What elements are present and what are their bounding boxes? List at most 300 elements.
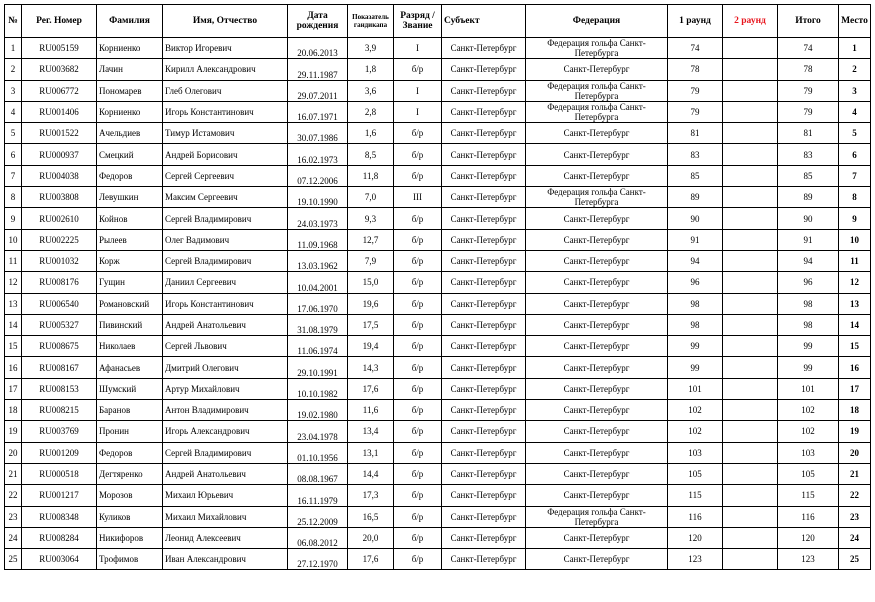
- rank: б/р: [394, 336, 442, 357]
- round1-score: 98: [668, 314, 723, 335]
- subject: Санкт-Петербург: [442, 293, 526, 314]
- date-of-birth: 20.06.2013: [288, 38, 348, 59]
- round1-score: 105: [668, 463, 723, 484]
- rank: б/р: [394, 250, 442, 271]
- first-patronymic: Кирилл Александрович: [163, 59, 288, 80]
- round2-score: [723, 144, 778, 165]
- handicap: 17,5: [348, 314, 394, 335]
- table-row: [5, 314, 871, 335]
- first-patronymic: Игорь Константинович: [163, 293, 288, 314]
- place: 21: [839, 463, 871, 484]
- rank: б/р: [394, 272, 442, 293]
- row-number: 20: [5, 442, 22, 463]
- first-patronymic: Игорь Александрович: [163, 421, 288, 442]
- table-row: [5, 229, 871, 250]
- place: 9: [839, 208, 871, 229]
- total-score: 79: [778, 80, 839, 101]
- round2-score: [723, 101, 778, 122]
- total-score: 102: [778, 421, 839, 442]
- subject: Санкт-Петербург: [442, 378, 526, 399]
- date-of-birth: 11.09.1968: [288, 229, 348, 250]
- table-row: [5, 506, 871, 527]
- row-number: 4: [5, 101, 22, 122]
- date-of-birth: 17.06.1970: [288, 293, 348, 314]
- total-score: 102: [778, 400, 839, 421]
- place: 6: [839, 144, 871, 165]
- federation: Санкт-Петербург: [526, 250, 668, 271]
- rank: III: [394, 187, 442, 208]
- round2-score: [723, 293, 778, 314]
- total-score: 81: [778, 123, 839, 144]
- surname: Романовский: [97, 293, 163, 314]
- rank: б/р: [394, 59, 442, 80]
- table-row: [5, 272, 871, 293]
- reg-number: RU005159: [22, 38, 97, 59]
- first-patronymic: Артур Михайлович: [163, 378, 288, 399]
- round2-score: [723, 357, 778, 378]
- table-row: [5, 378, 871, 399]
- row-number: 21: [5, 463, 22, 484]
- first-patronymic: Сергей Сергеевич: [163, 165, 288, 186]
- surname: Николаев: [97, 336, 163, 357]
- federation: Санкт-Петербург: [526, 59, 668, 80]
- reg-number: RU008153: [22, 378, 97, 399]
- surname: Рылеев: [97, 229, 163, 250]
- total-score: 101: [778, 378, 839, 399]
- round1-score: 102: [668, 421, 723, 442]
- row-number: 22: [5, 485, 22, 506]
- round1-score: 123: [668, 549, 723, 570]
- place: 19: [839, 421, 871, 442]
- col-round2-header: 2 раунд: [723, 5, 778, 38]
- subject: Санкт-Петербург: [442, 527, 526, 548]
- table-row: [5, 101, 871, 122]
- federation: Федерация гольфа Санкт-Петербурга: [526, 38, 668, 59]
- round2-score: [723, 165, 778, 186]
- total-score: 115: [778, 485, 839, 506]
- surname: Пономарев: [97, 80, 163, 101]
- round1-score: 74: [668, 38, 723, 59]
- first-patronymic: Игорь Константинович: [163, 101, 288, 122]
- date-of-birth: 29.11.1987: [288, 59, 348, 80]
- row-number: 17: [5, 378, 22, 399]
- round2-score: [723, 400, 778, 421]
- round1-score: 89: [668, 187, 723, 208]
- row-number: 24: [5, 527, 22, 548]
- surname: Корж: [97, 250, 163, 271]
- rank: б/р: [394, 293, 442, 314]
- place: 25: [839, 549, 871, 570]
- round2-score: [723, 506, 778, 527]
- first-patronymic: Сергей Владимирович: [163, 442, 288, 463]
- subject: Санкт-Петербург: [442, 59, 526, 80]
- round2-score: [723, 463, 778, 484]
- first-patronymic: Сергей Владимирович: [163, 250, 288, 271]
- rank: I: [394, 101, 442, 122]
- place: 5: [839, 123, 871, 144]
- handicap: 3,9: [348, 38, 394, 59]
- surname: Шумский: [97, 378, 163, 399]
- rank: б/р: [394, 123, 442, 144]
- round2-score: [723, 442, 778, 463]
- round1-score: 79: [668, 101, 723, 122]
- reg-number: RU003682: [22, 59, 97, 80]
- rank: I: [394, 38, 442, 59]
- date-of-birth: 31.08.1979: [288, 314, 348, 335]
- handicap: 19,6: [348, 293, 394, 314]
- round2-score: [723, 421, 778, 442]
- surname: Лачин: [97, 59, 163, 80]
- federation: Санкт-Петербург: [526, 549, 668, 570]
- surname: Куликов: [97, 506, 163, 527]
- table-row: [5, 421, 871, 442]
- rank: I: [394, 80, 442, 101]
- first-patronymic: Андрей Борисович: [163, 144, 288, 165]
- date-of-birth: 23.04.1978: [288, 421, 348, 442]
- surname: Трофимов: [97, 549, 163, 570]
- subject: Санкт-Петербург: [442, 123, 526, 144]
- round1-score: 99: [668, 336, 723, 357]
- col-place-header: Место: [839, 5, 871, 38]
- subject: Санкт-Петербург: [442, 506, 526, 527]
- table-row: [5, 400, 871, 421]
- place: 22: [839, 485, 871, 506]
- handicap: 3,6: [348, 80, 394, 101]
- table-row: [5, 485, 871, 506]
- date-of-birth: 06.08.2012: [288, 527, 348, 548]
- subject: Санкт-Петербург: [442, 357, 526, 378]
- subject: Санкт-Петербург: [442, 144, 526, 165]
- total-score: 85: [778, 165, 839, 186]
- first-patronymic: Тимур Истамович: [163, 123, 288, 144]
- date-of-birth: 24.03.1973: [288, 208, 348, 229]
- rank: б/р: [394, 144, 442, 165]
- subject: Санкт-Петербург: [442, 336, 526, 357]
- row-number: 6: [5, 144, 22, 165]
- table-row: [5, 80, 871, 101]
- subject: Санкт-Петербург: [442, 463, 526, 484]
- reg-number: RU006540: [22, 293, 97, 314]
- row-number: 15: [5, 336, 22, 357]
- total-score: 120: [778, 527, 839, 548]
- subject: Санкт-Петербург: [442, 485, 526, 506]
- handicap: 14,4: [348, 463, 394, 484]
- surname: Никифоров: [97, 527, 163, 548]
- results-table: [4, 4, 871, 570]
- subject: Санкт-Петербург: [442, 442, 526, 463]
- total-score: 103: [778, 442, 839, 463]
- rank: б/р: [394, 442, 442, 463]
- first-patronymic: Глеб Олегович: [163, 80, 288, 101]
- total-score: 89: [778, 187, 839, 208]
- rank: б/р: [394, 485, 442, 506]
- round1-score: 90: [668, 208, 723, 229]
- round1-score: 120: [668, 527, 723, 548]
- round1-score: 103: [668, 442, 723, 463]
- handicap: 9,3: [348, 208, 394, 229]
- table-row: [5, 463, 871, 484]
- federation: Федерация гольфа Санкт-Петербурга: [526, 506, 668, 527]
- subject: Санкт-Петербург: [442, 165, 526, 186]
- reg-number: RU003769: [22, 421, 97, 442]
- surname: Федоров: [97, 442, 163, 463]
- handicap: 11,6: [348, 400, 394, 421]
- table-row: [5, 187, 871, 208]
- round2-score: [723, 272, 778, 293]
- row-number: 11: [5, 250, 22, 271]
- surname: Афанасьев: [97, 357, 163, 378]
- row-number: 7: [5, 165, 22, 186]
- federation: Санкт-Петербург: [526, 442, 668, 463]
- reg-number: RU001406: [22, 101, 97, 122]
- first-patronymic: Андрей Анатольевич: [163, 314, 288, 335]
- handicap: 17,3: [348, 485, 394, 506]
- date-of-birth: 11.06.1974: [288, 336, 348, 357]
- subject: Санкт-Петербург: [442, 421, 526, 442]
- round1-score: 115: [668, 485, 723, 506]
- row-number: 10: [5, 229, 22, 250]
- rank: б/р: [394, 421, 442, 442]
- first-patronymic: Даниил Сергеевич: [163, 272, 288, 293]
- place: 20: [839, 442, 871, 463]
- subject: Санкт-Петербург: [442, 208, 526, 229]
- handicap: 7,0: [348, 187, 394, 208]
- federation: Санкт-Петербург: [526, 485, 668, 506]
- round2-score: [723, 59, 778, 80]
- reg-number: RU000937: [22, 144, 97, 165]
- round1-score: 91: [668, 229, 723, 250]
- round2-score: [723, 549, 778, 570]
- round1-score: 81: [668, 123, 723, 144]
- date-of-birth: 01.10.1956: [288, 442, 348, 463]
- round2-score: [723, 314, 778, 335]
- col-dob-header: Дата рождения: [288, 5, 348, 38]
- row-number: 13: [5, 293, 22, 314]
- date-of-birth: 13.03.1962: [288, 250, 348, 271]
- total-score: 105: [778, 463, 839, 484]
- round2-score: [723, 250, 778, 271]
- total-score: 116: [778, 506, 839, 527]
- federation: Федерация гольфа Санкт-Петербурга: [526, 101, 668, 122]
- row-number: 9: [5, 208, 22, 229]
- first-patronymic: Сергей Владимирович: [163, 208, 288, 229]
- place: 8: [839, 187, 871, 208]
- table-row: [5, 357, 871, 378]
- round2-score: [723, 123, 778, 144]
- federation: Санкт-Петербург: [526, 421, 668, 442]
- table-row: [5, 208, 871, 229]
- first-patronymic: Михаил Михайлович: [163, 506, 288, 527]
- rank: б/р: [394, 378, 442, 399]
- surname: Ачельдиев: [97, 123, 163, 144]
- date-of-birth: 25.12.2009: [288, 506, 348, 527]
- handicap: 7,9: [348, 250, 394, 271]
- round2-score: [723, 336, 778, 357]
- subject: Санкт-Петербург: [442, 101, 526, 122]
- place: 16: [839, 357, 871, 378]
- surname: Дегтяренко: [97, 463, 163, 484]
- row-number: 19: [5, 421, 22, 442]
- date-of-birth: 10.04.2001: [288, 272, 348, 293]
- round2-score: [723, 527, 778, 548]
- subject: Санкт-Петербург: [442, 38, 526, 59]
- subject: Санкт-Петербург: [442, 549, 526, 570]
- federation: Федерация гольфа Санкт-Петербурга: [526, 187, 668, 208]
- subject: Санкт-Петербург: [442, 80, 526, 101]
- surname: Баранов: [97, 400, 163, 421]
- reg-number: RU000518: [22, 463, 97, 484]
- first-patronymic: Михаил Юрьевич: [163, 485, 288, 506]
- total-score: 91: [778, 229, 839, 250]
- header-row: [5, 5, 871, 38]
- reg-number: RU008176: [22, 272, 97, 293]
- date-of-birth: 07.12.2006: [288, 165, 348, 186]
- surname: Корниенко: [97, 101, 163, 122]
- place: 23: [839, 506, 871, 527]
- table-row: [5, 336, 871, 357]
- date-of-birth: 19.10.1990: [288, 187, 348, 208]
- first-patronymic: Андрей Анатольевич: [163, 463, 288, 484]
- place: 2: [839, 59, 871, 80]
- rank: б/р: [394, 463, 442, 484]
- reg-number: RU008348: [22, 506, 97, 527]
- reg-number: RU003808: [22, 187, 97, 208]
- table-row: [5, 38, 871, 59]
- handicap: 8,5: [348, 144, 394, 165]
- rank: б/р: [394, 400, 442, 421]
- subject: Санкт-Петербург: [442, 272, 526, 293]
- handicap: 20,0: [348, 527, 394, 548]
- handicap: 13,1: [348, 442, 394, 463]
- row-number: 8: [5, 187, 22, 208]
- handicap: 1,8: [348, 59, 394, 80]
- subject: Санкт-Петербург: [442, 250, 526, 271]
- handicap: 1,6: [348, 123, 394, 144]
- round1-score: 98: [668, 293, 723, 314]
- total-score: 78: [778, 59, 839, 80]
- reg-number: RU003064: [22, 549, 97, 570]
- place: 14: [839, 314, 871, 335]
- place: 11: [839, 250, 871, 271]
- total-score: 96: [778, 272, 839, 293]
- table-row: [5, 250, 871, 271]
- reg-number: RU004038: [22, 165, 97, 186]
- subject: Санкт-Петербург: [442, 314, 526, 335]
- place: 4: [839, 101, 871, 122]
- federation: Санкт-Петербург: [526, 123, 668, 144]
- total-score: 90: [778, 208, 839, 229]
- round2-score: [723, 38, 778, 59]
- rank: б/р: [394, 506, 442, 527]
- rank: б/р: [394, 357, 442, 378]
- total-score: 79: [778, 101, 839, 122]
- place: 1: [839, 38, 871, 59]
- col-name-header: Имя, Отчество: [163, 5, 288, 38]
- place: 17: [839, 378, 871, 399]
- place: 15: [839, 336, 871, 357]
- total-score: 99: [778, 336, 839, 357]
- total-score: 94: [778, 250, 839, 271]
- row-number: 25: [5, 549, 22, 570]
- place: 3: [839, 80, 871, 101]
- round1-score: 116: [668, 506, 723, 527]
- rank: б/р: [394, 208, 442, 229]
- surname: Федоров: [97, 165, 163, 186]
- handicap: 11,8: [348, 165, 394, 186]
- row-number: 1: [5, 38, 22, 59]
- date-of-birth: 29.07.2011: [288, 80, 348, 101]
- round1-score: 85: [668, 165, 723, 186]
- reg-number: RU005327: [22, 314, 97, 335]
- table-row: [5, 123, 871, 144]
- col-subject-header: Субъект: [442, 5, 526, 38]
- total-score: 98: [778, 293, 839, 314]
- round1-score: 102: [668, 400, 723, 421]
- round2-score: [723, 378, 778, 399]
- reg-number: RU002610: [22, 208, 97, 229]
- row-number: 23: [5, 506, 22, 527]
- place: 12: [839, 272, 871, 293]
- handicap: 14,3: [348, 357, 394, 378]
- reg-number: RU002225: [22, 229, 97, 250]
- federation: Санкт-Петербург: [526, 357, 668, 378]
- surname: Корниенко: [97, 38, 163, 59]
- table-row: [5, 165, 871, 186]
- date-of-birth: 08.08.1967: [288, 463, 348, 484]
- col-rank-header: Разряд / Звание: [394, 5, 442, 38]
- round1-score: 78: [668, 59, 723, 80]
- place: 10: [839, 229, 871, 250]
- handicap: 12,7: [348, 229, 394, 250]
- federation: Санкт-Петербург: [526, 144, 668, 165]
- col-surname-header: Фамилия: [97, 5, 163, 38]
- rank: б/р: [394, 527, 442, 548]
- round2-score: [723, 187, 778, 208]
- date-of-birth: 19.02.1980: [288, 400, 348, 421]
- first-patronymic: Антон Владимирович: [163, 400, 288, 421]
- first-patronymic: Олег Вадимович: [163, 229, 288, 250]
- table-row: [5, 293, 871, 314]
- col-total-header: Итого: [778, 5, 839, 38]
- date-of-birth: 16.11.1979: [288, 485, 348, 506]
- round1-score: 99: [668, 357, 723, 378]
- round1-score: 94: [668, 250, 723, 271]
- total-score: 74: [778, 38, 839, 59]
- handicap: 17,6: [348, 549, 394, 570]
- place: 13: [839, 293, 871, 314]
- reg-number: RU001217: [22, 485, 97, 506]
- round1-score: 101: [668, 378, 723, 399]
- federation: Санкт-Петербург: [526, 463, 668, 484]
- subject: Санкт-Петербург: [442, 229, 526, 250]
- total-score: 98: [778, 314, 839, 335]
- federation: Санкт-Петербург: [526, 400, 668, 421]
- surname: Морозов: [97, 485, 163, 506]
- place: 7: [839, 165, 871, 186]
- col-round1-header: 1 раунд: [668, 5, 723, 38]
- total-score: 123: [778, 549, 839, 570]
- federation: Санкт-Петербург: [526, 165, 668, 186]
- handicap: 15,0: [348, 272, 394, 293]
- federation: Федерация гольфа Санкт-Петербурга: [526, 80, 668, 101]
- col-num-header: №: [5, 5, 22, 38]
- round2-score: [723, 229, 778, 250]
- table-row: [5, 59, 871, 80]
- handicap: 19,4: [348, 336, 394, 357]
- handicap: 13,4: [348, 421, 394, 442]
- row-number: 14: [5, 314, 22, 335]
- table-row: [5, 144, 871, 165]
